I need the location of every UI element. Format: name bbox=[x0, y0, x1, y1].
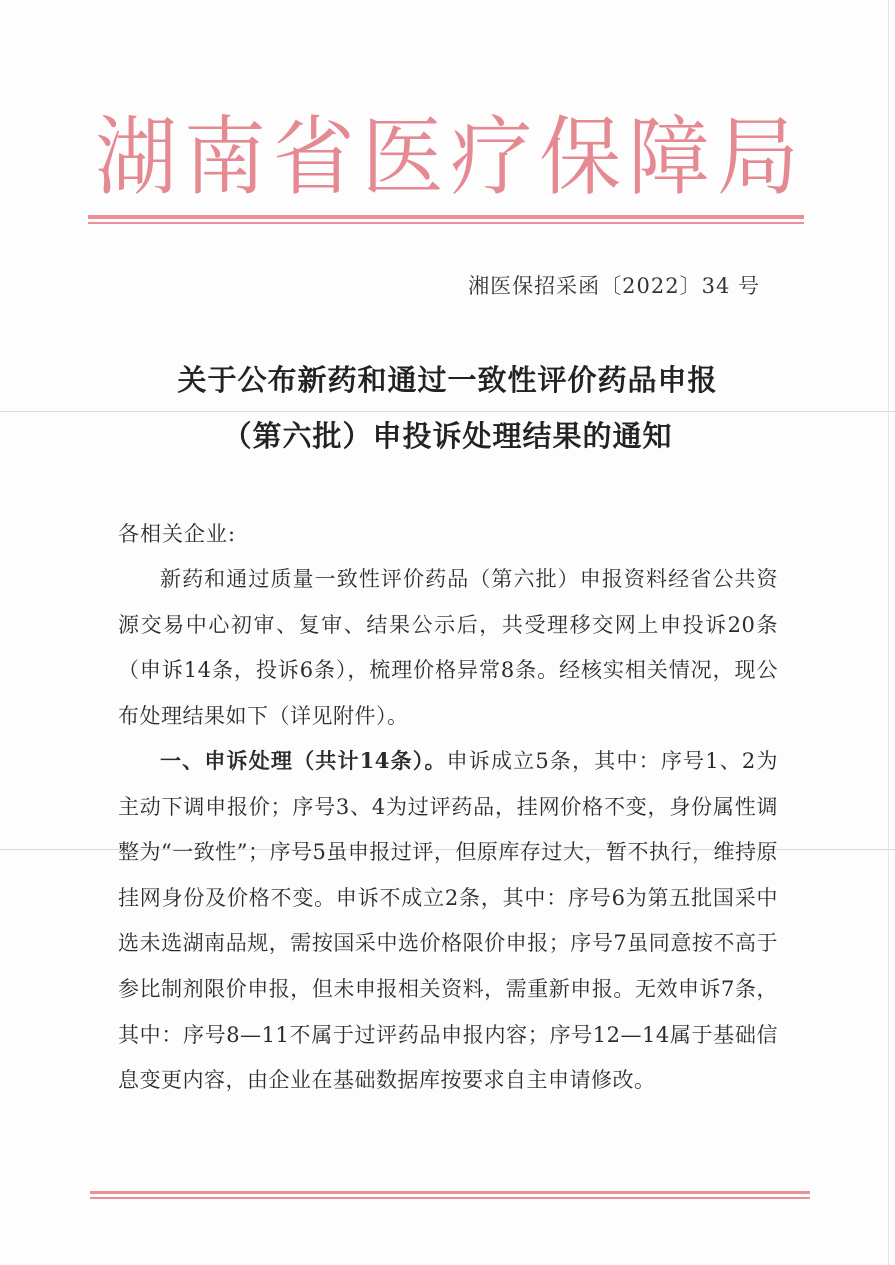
masthead-title bbox=[92, 103, 802, 213]
masthead-rule-thin bbox=[88, 222, 804, 224]
masthead-char: 省 bbox=[272, 107, 355, 208]
masthead-char: 南 bbox=[183, 107, 266, 208]
masthead-char: 障 bbox=[628, 107, 711, 208]
salutation: 各相关企业: bbox=[118, 522, 237, 546]
body-paragraph-2 bbox=[118, 738, 778, 1104]
footer-rule-thick bbox=[90, 1191, 810, 1194]
document-title-line-2: （第六批）申投诉处理结果的通知 bbox=[222, 419, 673, 453]
scan-artifact-line bbox=[0, 411, 895, 412]
document-title-line-1: 关于公布新药和通过一致性评价药品申报 bbox=[177, 363, 718, 397]
section-text-appeals: 申诉成立5条，其中：序号1、2为主动下调申报价；序号3、4为过评药品，挂网价格不变，身份属性调整为“一致性”；序号5虽申报过评，但原库存过大，暂不执行，维持原挂网身份及价格不变。申诉不成立2条，其中：序号6为第五批国采中选未选湖南品规，需按国采中选价格限价申报；序号7虽同意按不高于参比制剂限价申报，但未申报相关资料，需重新申报。无效申诉7条，其中：序号8—11不属于过评药品申报内容；序号12—14属于基础信息变更内容，由企业在基础数据库按要求自主申请修改。 bbox=[118, 749, 778, 1093]
masthead-rule-thick bbox=[88, 215, 804, 219]
page-edge bbox=[888, 0, 889, 1265]
masthead-char: 医 bbox=[361, 107, 444, 208]
masthead-char: 疗 bbox=[450, 107, 533, 208]
masthead-char: 局 bbox=[716, 107, 799, 208]
section-heading-appeals: 一、申诉处理（共计14条）。 bbox=[160, 748, 447, 773]
footer-rule-thin bbox=[90, 1197, 810, 1199]
masthead-char: 湖 bbox=[94, 107, 177, 208]
document-number: 湘医保招采函〔2022〕34 号 bbox=[468, 274, 760, 298]
body-paragraph-1: 新药和通过质量一致性评价药品（第六批）申报资料经省公共资源交易中心初审、复审、结果公示后，共受理移交网上申投诉20条（申诉14条，投诉6条），梳理价格异常8条。经核实相关情况，现公布处理结果如下（详见附件）。 bbox=[118, 567, 778, 728]
masthead-char: 保 bbox=[539, 107, 622, 208]
